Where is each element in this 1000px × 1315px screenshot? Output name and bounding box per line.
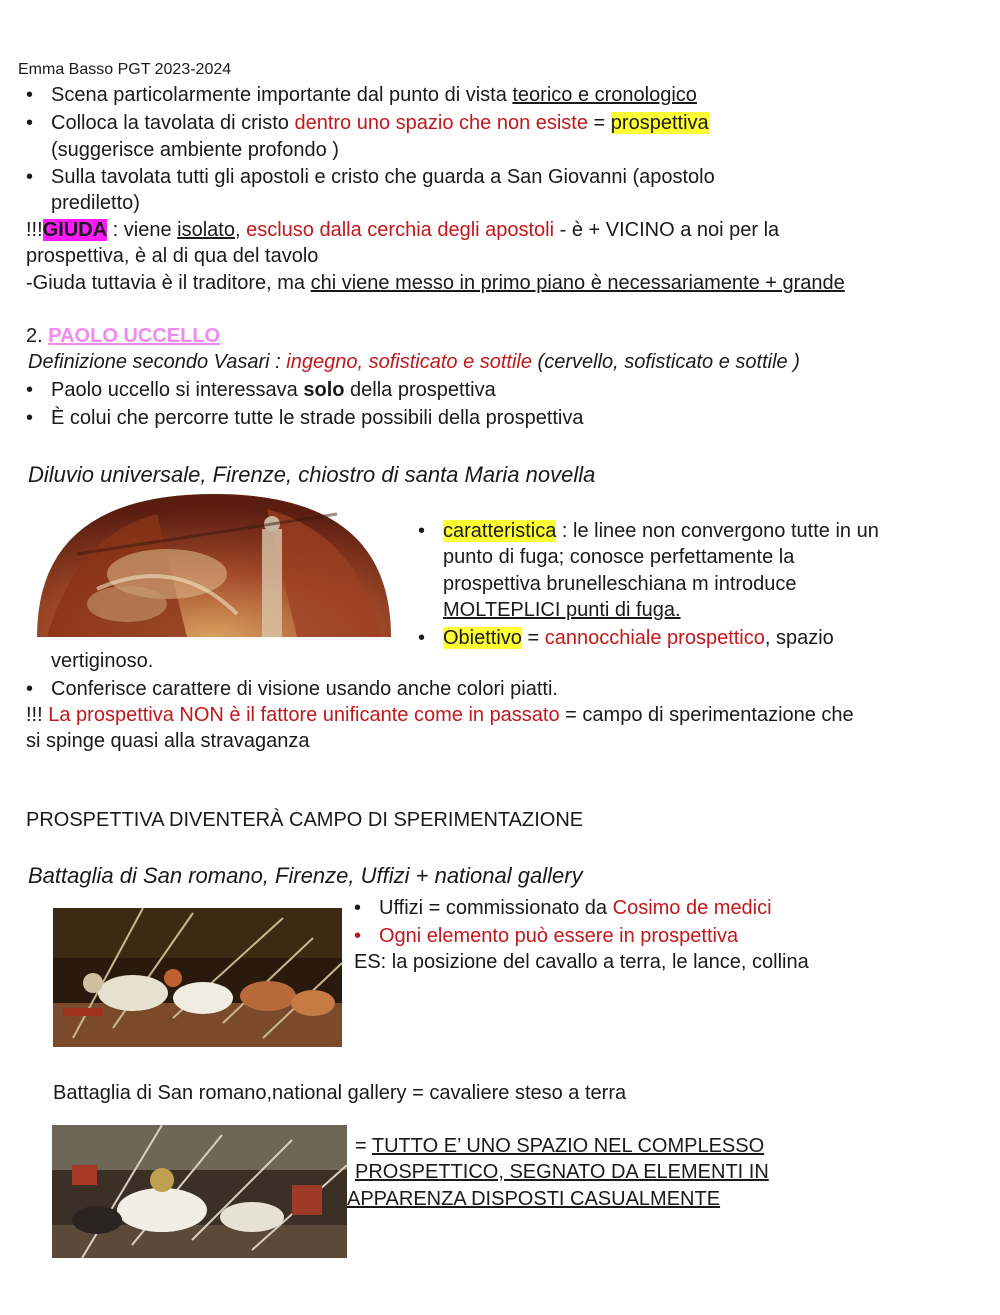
diluvio-title: Diluvio universale, Firenze, chiostro di santa Maria novella xyxy=(28,462,596,487)
battaglia-uffizi-image xyxy=(53,908,342,1047)
visione-bullet: Conferisce carattere di visione usando anche colori piatti. xyxy=(51,678,558,700)
section-heading-uccello: 2. PAOLO UCCELLO xyxy=(26,325,221,347)
obiettivo-bullet: Obiettivo = cannocchiale prospettico, spazio xyxy=(443,627,834,649)
caratteristica-cont-2: prospettiva brunelleschiana m introduce xyxy=(443,573,797,595)
tutto-spazio-line-1: = TUTTO E’ UNO SPAZIO NEL COMPLESSO xyxy=(355,1135,765,1157)
cenacolo-bullet-2-cont: (suggerisce ambiente profondo ) xyxy=(51,139,339,161)
bullet-icon: • xyxy=(26,84,34,106)
caratteristica-cont-1: punto di fuga; conosce perfettamente la xyxy=(443,546,795,568)
cenacolo-bullet-3-cont: prediletto) xyxy=(51,192,140,214)
esempio-line: ES: la posizione del cavallo a terra, le lance, collina xyxy=(354,951,809,973)
prospettiva-note: !!! La prospettiva NON è il fattore unificante come in passato = campo di sperimentazione che xyxy=(26,704,854,726)
bullet-icon: • xyxy=(26,166,34,188)
bullet-icon: • xyxy=(418,627,426,649)
bullet-icon: • xyxy=(26,407,34,429)
sperimentazione-heading: PROSPETTIVA DIVENTERÀ CAMPO DI SPERIMENTAZIONE xyxy=(26,809,584,831)
bullet-icon: • xyxy=(26,112,34,134)
cenacolo-bullet-2: Colloca la tavolata di cristo dentro uno spazio che non esiste = prospettiva xyxy=(51,112,709,134)
diluvio-painting-image xyxy=(37,494,391,637)
bullet-icon: • xyxy=(354,897,362,919)
giuda-note: !!!GIUDA : viene isolato, escluso dalla cerchia degli apostoli - è + VICINO a noi per la xyxy=(26,219,780,241)
traditore-note: -Giuda tuttavia è il traditore, ma chi viene messo in primo piano è necessariamente + grande xyxy=(26,272,845,294)
bullet-icon: • xyxy=(26,379,34,401)
bullet-icon: • xyxy=(26,678,34,700)
bullet-icon: • xyxy=(354,925,362,947)
caratteristica-cont-3: MOLTEPLICI punti di fuga. xyxy=(443,599,681,621)
cenacolo-bullet-3: Sulla tavolata tutti gli apostoli e cristo che guarda a San Giovanni (apostolo xyxy=(51,166,715,188)
ogni-elemento-bullet: Ogni elemento può essere in prospettiva xyxy=(379,925,739,947)
prospettiva-note-cont: si spinge quasi alla stravaganza xyxy=(26,730,310,752)
uccello-bullet-2: È colui che percorre tutte le strade possibili della prospettiva xyxy=(51,407,584,429)
uffizi-bullet: Uffizi = commissionato da Cosimo de medici xyxy=(379,897,772,919)
giuda-note-cont: prospettiva, è al di qua del tavolo xyxy=(26,245,319,267)
tutto-spazio-line-2: PROSPETTICO, SEGNATO DA ELEMENTI IN xyxy=(355,1161,769,1183)
battaglia-national-gallery-image xyxy=(52,1125,347,1258)
tutto-spazio-line-3: APPARENZA DISPOSTI CASUALMENTE xyxy=(347,1188,721,1210)
vasari-definition: Definizione secondo Vasari : ingegno, sofisticato e sottile (cervello, sofisticato e sottile ) xyxy=(28,351,800,373)
uccello-bullet-1: Paolo uccello si interessava solo della prospettiva xyxy=(51,379,496,401)
caratteristica-bullet: caratteristica : le linee non convergono tutte in un xyxy=(443,520,879,542)
bullet-icon: • xyxy=(418,520,426,542)
national-gallery-caption: Battaglia di San romano,national gallery = cavaliere steso a terra xyxy=(53,1082,627,1104)
obiettivo-cont: vertiginoso. xyxy=(51,650,154,672)
cenacolo-bullet-1: Scena particolarmente importante dal punto di vista teorico e cronologico xyxy=(51,84,697,106)
document-header: Emma Basso PGT 2023-2024 xyxy=(18,61,232,78)
battaglia-title: Battaglia di San romano, Firenze, Uffizi + national gallery xyxy=(28,863,583,888)
